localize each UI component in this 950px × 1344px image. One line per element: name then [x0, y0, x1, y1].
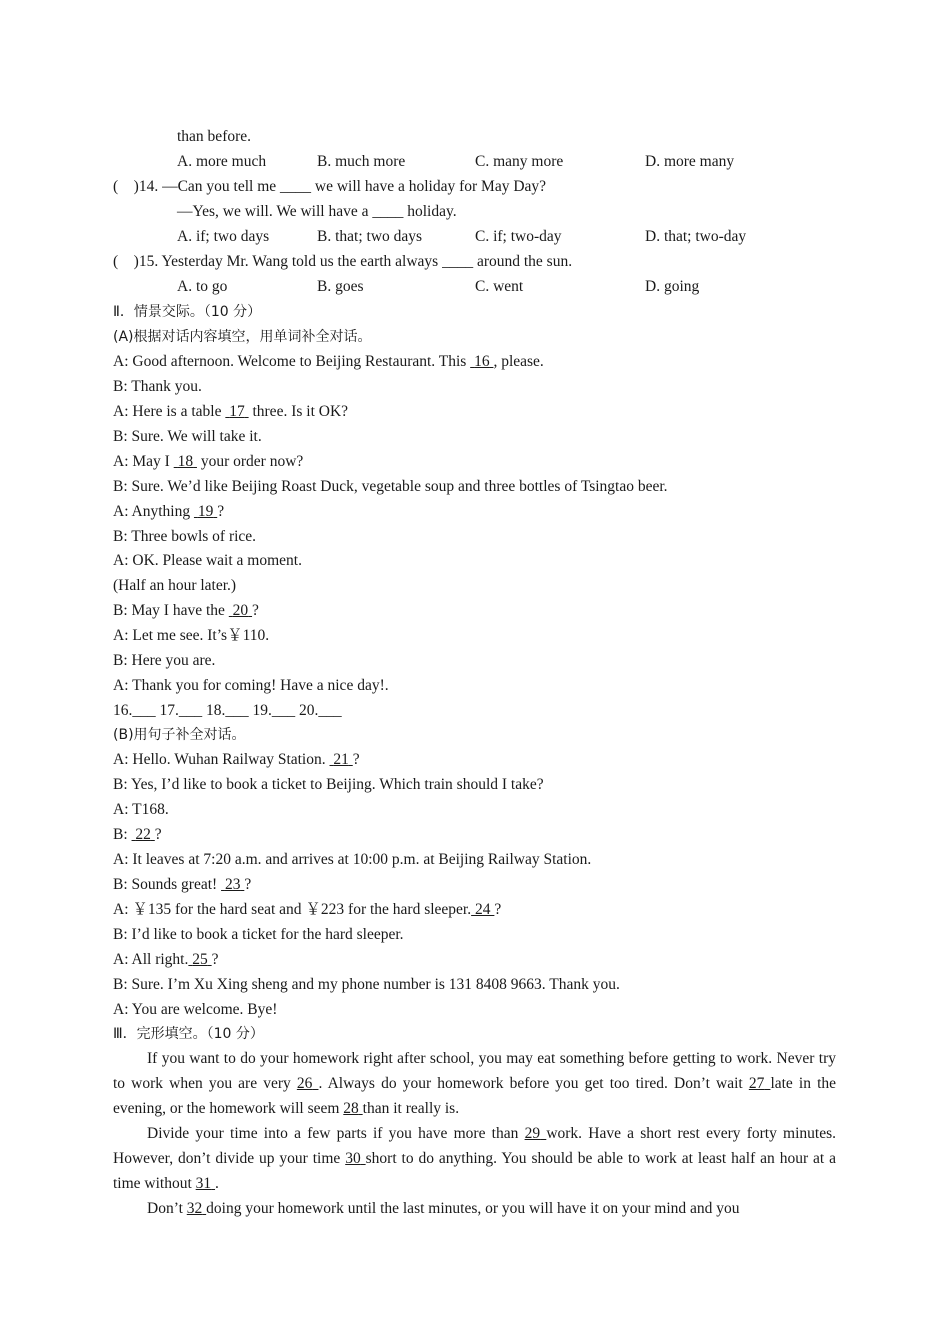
q14-option-a: A. if; two days	[177, 228, 270, 245]
blank-23: 23	[224, 876, 241, 893]
blank-24: 24	[475, 901, 491, 918]
dialog-a-line: A: Here is a table 17 three. Is it OK?	[113, 403, 349, 420]
cloze-paragraph-3: Don’t 32 doing your homework until the last minutes, or you will have it on your mind and you	[147, 1200, 740, 1217]
blank-29: 29	[524, 1125, 541, 1142]
q15-stem: ( )15. Yesterday Mr. Wang told us the earth always ____ around the sun.	[113, 253, 573, 270]
dialog-a-line: A: Let me see. It’s￥110.	[113, 627, 270, 644]
dialog-a-line: (Half an hour later.)	[113, 577, 237, 594]
blank-20: 20	[232, 602, 249, 619]
blank-17: 17	[229, 403, 245, 420]
dialog-b-line: B: I’d like to book a ticket for the hard sleeper.	[113, 926, 404, 943]
q14-reply: —Yes, we will. We will have a ____ holiday.	[177, 203, 457, 220]
blank-21: 21	[333, 751, 349, 768]
dialog-a-line: B: Sure. We will take it.	[113, 428, 262, 445]
cloze-paragraph-1: If you want to do your homework right after school, you may eat something before getting to work. Never try to work when you are very 26 . Always do your homework before you get too tired. Don’t wait 27 late in the evening, or the homework will seem 28 than it really is.	[113, 1050, 837, 1117]
dialog-a-line: B: Sure. We’d like Beijing Roast Duck, vegetable soup and three bottles of Tsingtao beer.	[113, 478, 668, 495]
dialog-b-line: B: Sure. I’m Xu Xing sheng and my phone number is 131 8408 9663. Thank you.	[113, 976, 620, 993]
blank-16: 16	[474, 353, 490, 370]
section2-title: Ⅱ．情景交际。（10 分）	[113, 304, 262, 320]
q13-continuation: than before.	[177, 128, 252, 145]
q13-option-c: C. many more	[475, 153, 564, 170]
blank-32: 32	[186, 1200, 203, 1217]
q14-option-d: D. that; two-day	[645, 228, 747, 245]
blank-26: 26	[296, 1075, 313, 1092]
dialog-b-line: B: 22 ?	[113, 826, 162, 843]
q14-option-b: B. that; two days	[317, 228, 423, 245]
q15-option-c: C. went	[475, 278, 524, 295]
blank-27: 27	[748, 1075, 765, 1092]
dialog-a-line: A: May I 18 your order now?	[113, 453, 304, 470]
dialog-b-line: A: T168.	[113, 801, 169, 818]
blank-22: 22	[135, 826, 151, 843]
dialog-a-line: B: Three bowls of rice.	[113, 528, 257, 545]
blank-31: 31	[195, 1175, 212, 1192]
q13-option-d: D. more many	[645, 153, 735, 170]
dialog-a-line: B: May I have the 20 ?	[113, 602, 259, 619]
q13-option-b: B. much more	[317, 153, 406, 170]
part-b-instruction: (B)用句子补全对话。	[113, 727, 246, 743]
dialog-a-line: B: Here you are.	[113, 652, 216, 669]
answer-blanks-16-20: 16.___ 17.___ 18.___ 19.___ 20.___	[113, 702, 342, 719]
section3-title: Ⅲ．完形填空。（10 分）	[113, 1026, 264, 1042]
part-a-instruction: (A)根据对话内容填空，用单词补全对话。	[113, 329, 372, 345]
dialog-b-line: A: Hello. Wuhan Railway Station. 21 ?	[113, 751, 360, 768]
dialog-b-line: B: Yes, I’d like to book a ticket to Beijing. Which train should I take?	[113, 776, 544, 793]
dialog-b-line: A: ￥135 for the hard seat and ￥223 for the hard sleeper. 24 ?	[113, 901, 502, 918]
blank-18: 18	[177, 453, 194, 470]
q13-option-a: A. more much	[177, 153, 267, 170]
q15-option-a: A. to go	[177, 278, 228, 295]
dialog-b-line: B: Sounds great! 23 ?	[113, 876, 252, 893]
dialog-a-line: A: Thank you for coming! Have a nice day!.	[113, 677, 389, 694]
blank-19: 19	[197, 503, 214, 520]
q14-option-c: C. if; two-day	[475, 228, 562, 245]
dialog-a-line: A: OK. Please wait a moment.	[113, 552, 302, 569]
dialog-a-line: A: Anything 19 ?	[113, 503, 225, 520]
dialog-a-line: A: Good afternoon. Welcome to Beijing Restaurant. This 16 , please.	[113, 353, 544, 370]
q15-option-b: B. goes	[317, 278, 364, 295]
dialog-a-line: B: Thank you.	[113, 378, 202, 395]
dialog-b-line: A: You are welcome. Bye!	[113, 1001, 278, 1018]
q14-stem: ( )14. —Can you tell me ____ we will have a holiday for May Day?	[113, 178, 547, 195]
dialog-b-line: A: It leaves at 7:20 a.m. and arrives at 10:00 p.m. at Beijing Railway Station.	[113, 851, 592, 868]
cloze-paragraph-2: Divide your time into a few parts if you have more than 29 work. Have a short rest every forty minutes. However, don’t divide up your time 30 short to do anything. You should be able to work at least half an hour at a time without 31 .	[113, 1125, 837, 1192]
dialog-b-line: A: All right. 25 ?	[113, 951, 219, 968]
q15-option-d: D. going	[645, 278, 700, 295]
blank-25: 25	[192, 951, 208, 968]
blank-30: 30	[345, 1150, 361, 1167]
blank-28: 28	[343, 1100, 359, 1117]
